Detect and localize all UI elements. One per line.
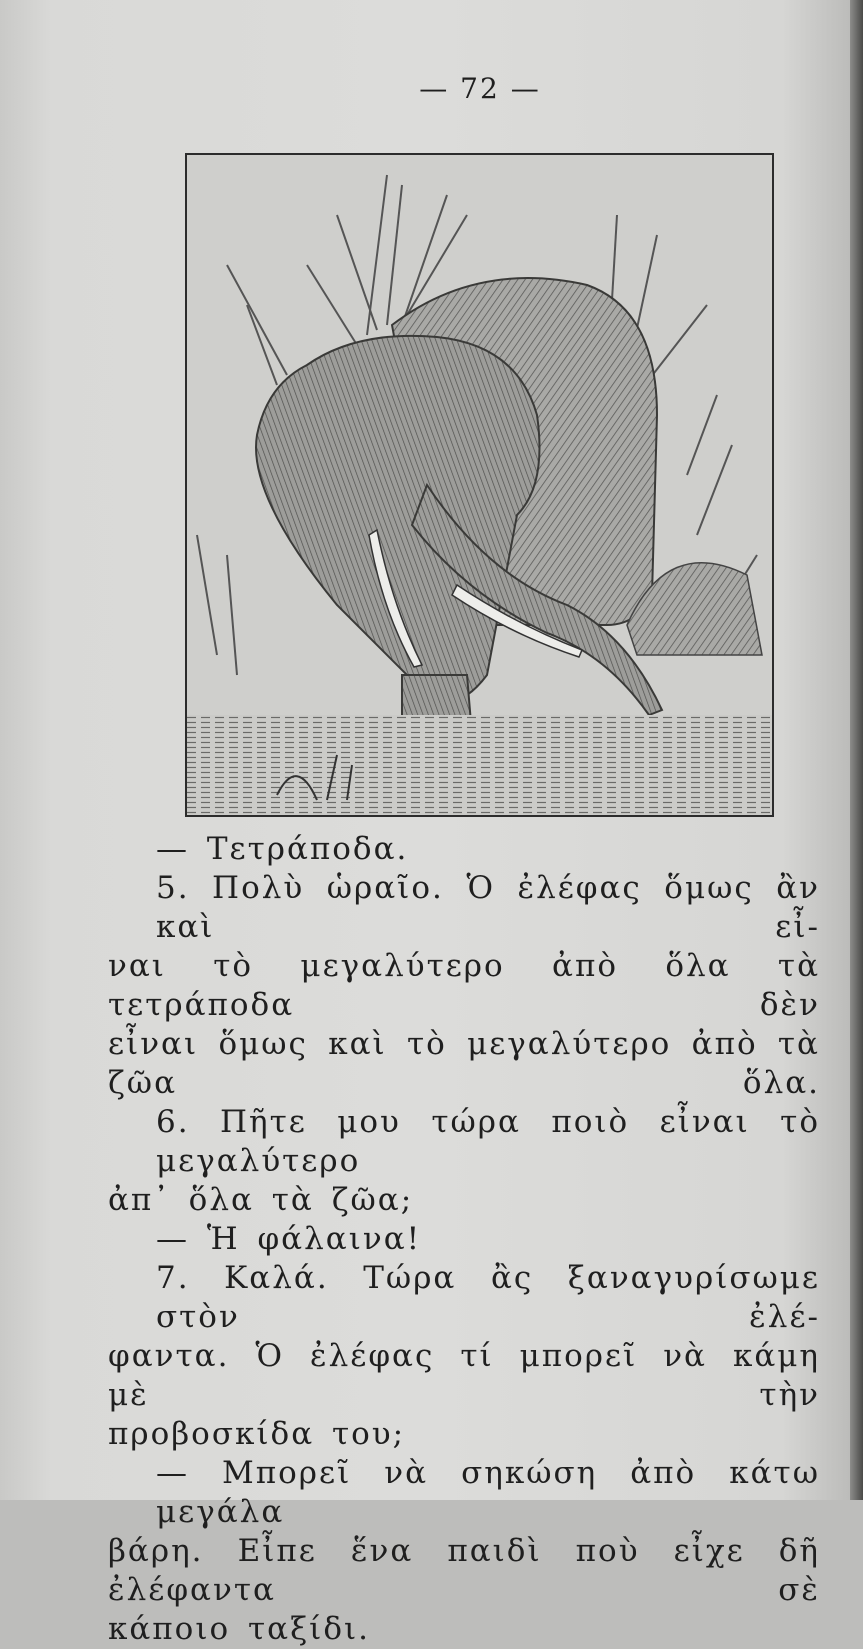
text-line-7: — Ἡ φάλαινα! [156, 1221, 422, 1257]
text-line-9: φαντα. Ὁ ἐλέφας τί μπορεῖ νὰ κάμη μὲ τὴν [108, 1338, 820, 1413]
body-text [108, 830, 820, 1649]
text-line-5: 6. Πῆτε μου τώρα ποιὸ εἶναι τὸ μεγαλύτερο [156, 1104, 820, 1179]
text-line-3: ναι τὸ μεγαλύτερο ἀπὸ ὅλα τὰ τετράποδα δὲν [108, 948, 820, 1023]
text-line-12: βάρη. Εἶπε ἕνα παιδὶ ποὺ εἶχε δῆ ἐλέφαντα σὲ [108, 1533, 820, 1608]
page-number: — 72 — [419, 72, 541, 105]
text-line-6: ἀπ᾿ ὅλα τὰ ζῶα; [108, 1182, 414, 1218]
text-line-11: — Μπορεῖ νὰ σηκώση ἀπὸ κάτω μεγάλα [156, 1455, 820, 1530]
text-line-2: 5. Πολὺ ὡραῖο. Ὁ ἐλέφας ὅμως ἂν καὶ εἶ- [156, 870, 820, 945]
book-spine-shadow [850, 0, 863, 1500]
text-line-13: κάποιο ταξίδι. [108, 1611, 371, 1647]
text-line-4: εἶναι ὅμως καὶ τὸ μεγαλύτερο ἀπὸ τὰ ζῶα ὅλα. [108, 1026, 820, 1101]
text-line-1: — Τετράποδα. [156, 831, 409, 867]
text-line-10: προβοσκίδα του; [108, 1416, 406, 1452]
elephant-illustration [185, 153, 774, 817]
text-line-8: 7. Καλά. Τώρα ἂς ξαναγυρίσωμε στὸν ἐλέ- [156, 1260, 820, 1335]
elephant-engraving-image [187, 155, 772, 815]
